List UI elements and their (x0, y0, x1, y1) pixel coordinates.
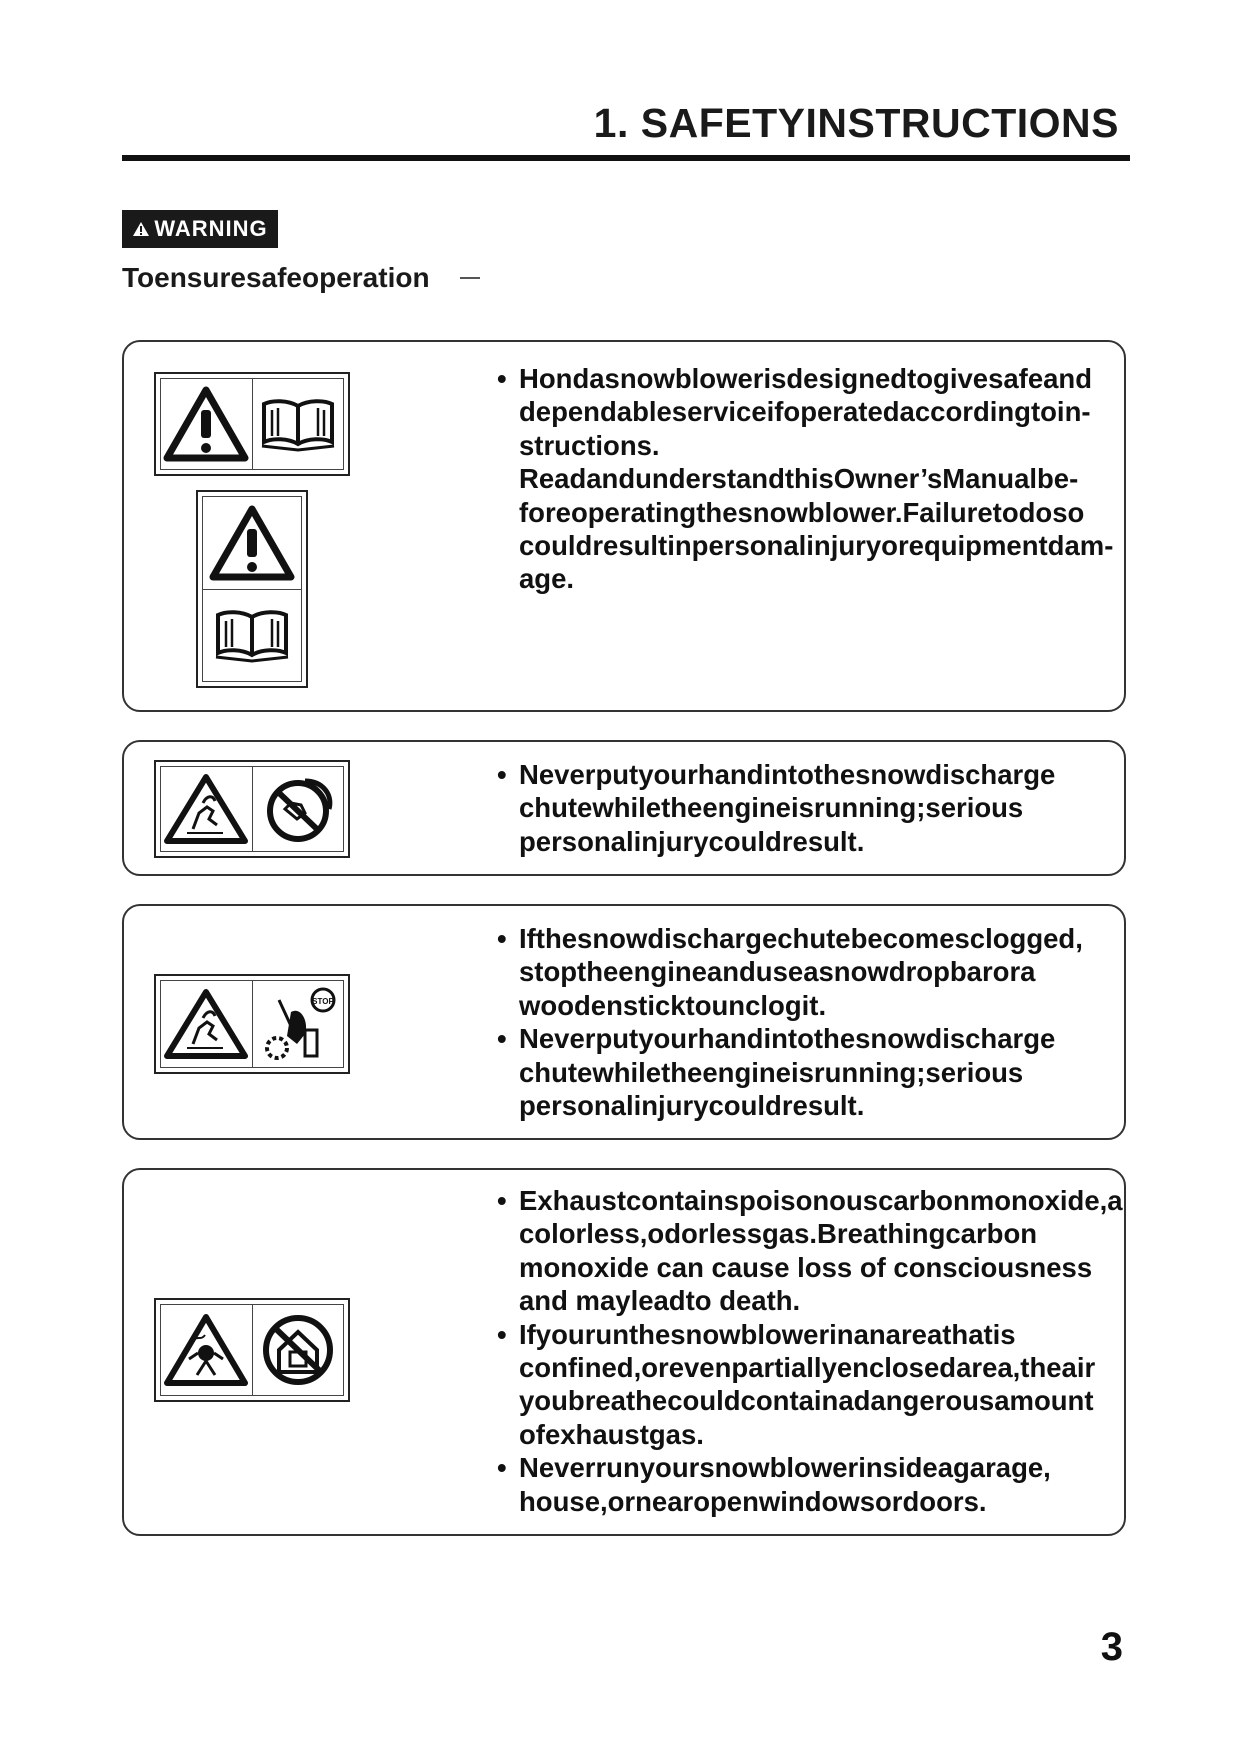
header-rule (122, 155, 1130, 161)
svg-text:STOP: STOP (311, 997, 334, 1006)
list-item: • Neverrunyoursnowblowerinsideagarage, house,ornearopenwindowsordoors. (497, 1451, 1117, 1518)
page-number: 3 (1100, 1625, 1123, 1669)
manual-label-vertical (196, 490, 308, 688)
panel-bullets (497, 758, 1097, 858)
list-item: • Neverputyourhandintothesnowdischarge chutewhiletheengineisrunning;serious personalinjurycouldresult. (497, 1022, 1107, 1122)
intro-dash (460, 277, 480, 279)
page-title: 1. SAFETYINSTRUCTIONS (593, 100, 1119, 146)
no-indoor-operation-icon (257, 1310, 339, 1390)
intro-line (122, 262, 480, 294)
list-item: • Hondasnowblowerisdesignedtogivesafeand dependableserviceifoperatedaccordingtoin- structions. ReadandunderstandthisOwner’sManualbe- foreoperatingthesnowblower.Failuretodoso couldresultinpersonalinjuryorequipmentdam- age. (497, 362, 1107, 596)
panel-bullets (497, 1184, 1123, 1518)
owners-manual-book-icon (212, 607, 292, 663)
panel-bullets (497, 362, 1114, 596)
safety-panel-clogged-chute (122, 904, 1126, 1140)
owners-manual-book-icon (258, 396, 338, 452)
warning-label: WARNING (154, 216, 268, 241)
safety-panel-manual (122, 340, 1126, 712)
exhaust-label (154, 1298, 350, 1402)
clogged-chute-label (154, 974, 350, 1074)
carbon-monoxide-warning-icon (163, 1313, 249, 1387)
list-item: • Neverputyourhandintothesnowdischarge chutewhiletheengineisrunning;serious personalinjurycouldresult. (497, 758, 1097, 858)
stop-engine-use-stick-icon (257, 986, 339, 1062)
safety-panel-hand-chute (122, 740, 1126, 876)
warning-triangle-icon (163, 386, 249, 462)
list-item: • Ifthesnowdischargechutebecomesclogged, stoptheengineanduseasnowdropbarora woodensticktounclogit. (497, 922, 1107, 1022)
warning-badge (122, 210, 278, 248)
list-item: • Exhaustcontainspoisonouscarbonmonoxide,a colorless,odorlessgas.Breathingcarbon monoxide can cause loss of consciousness and mayleadto death. (497, 1184, 1117, 1318)
list-item: • Ifyourunthesnowblowerinanareathatis confined,orevenpartiallyenclosedarea,theair youbreathecouldcontainadangerousamount ofexhaustgas. (497, 1318, 1117, 1452)
intro-text: Toensuresafeoperation (122, 262, 430, 293)
hand-injury-warning-icon (163, 773, 249, 845)
manual-label-horizontal (154, 372, 350, 476)
warning-triangle-icon (209, 505, 295, 581)
safety-panel-exhaust (122, 1168, 1126, 1536)
panel-bullets (497, 922, 1107, 1122)
hand-chute-label (154, 760, 350, 858)
hand-injury-warning-icon (163, 988, 249, 1060)
alert-triangle-icon (132, 221, 150, 237)
no-hand-in-chute-icon (257, 773, 339, 845)
